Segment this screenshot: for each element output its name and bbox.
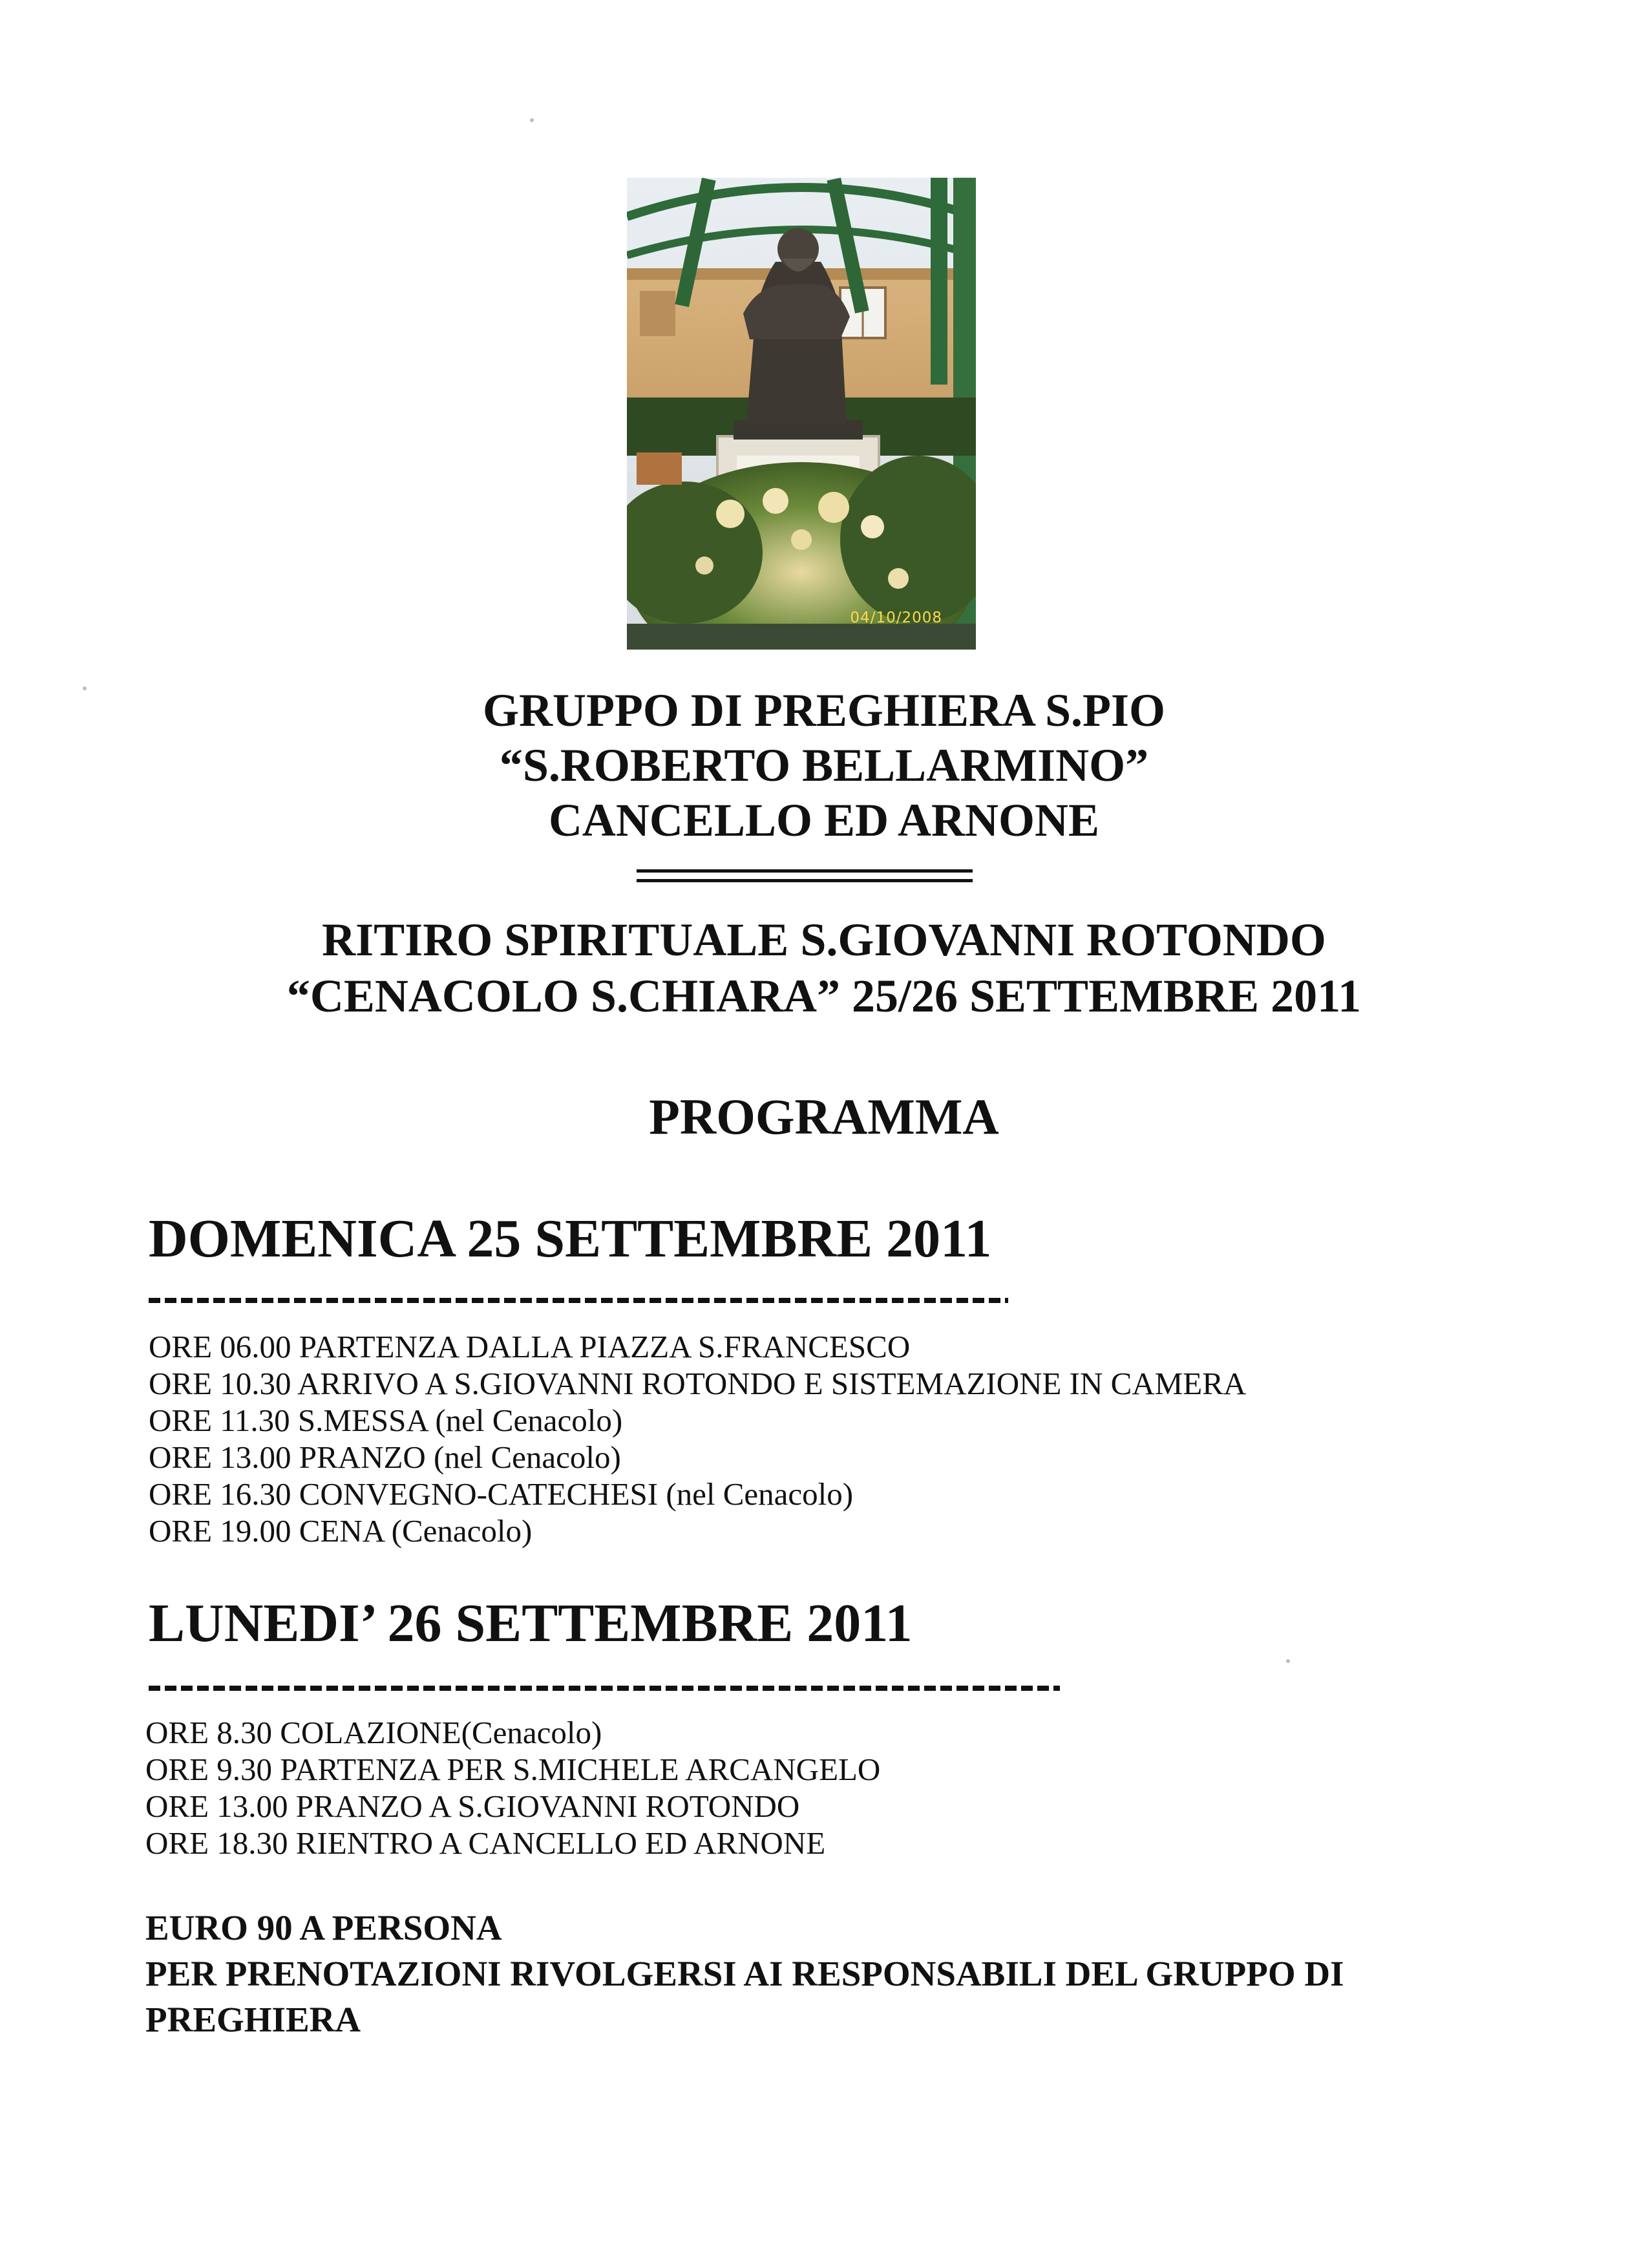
equals-separator <box>637 869 973 887</box>
group-subtitle: “S.ROBERTO BELLARMINO” <box>499 739 1149 791</box>
schedule-item: ORE 13.00 PRANZO A S.GIOVANNI ROTONDO <box>145 1788 800 1824</box>
schedule-lunedi <box>145 1714 880 1861</box>
scan-speck <box>530 118 534 122</box>
schedule-item: ORE 06.00 PARTENZA DALLA PIAZZA S.FRANCESCO <box>149 1329 911 1364</box>
booking-line: PER PRENOTAZIONI RIVOLGERSI AI RESPONSABILI DEL GRUPPO DI <box>145 1954 1344 1993</box>
day-heading-lunedi: LUNEDI’ 26 SETTEMBRE 2011 <box>149 1593 913 1653</box>
price-line: EURO 90 A PERSONA <box>145 1908 502 1947</box>
statue-photo <box>627 178 976 650</box>
schedule-item: ORE 10.30 ARRIVO A S.GIOVANNI ROTONDO E SISTEMAZIONE IN CAMERA <box>149 1366 1247 1401</box>
schedule-item: ORE 13.00 PRANZO (nel Cenacolo) <box>149 1439 621 1475</box>
retreat-title: RITIRO SPIRITUALE S.GIOVANNI ROTONDO <box>322 914 1326 966</box>
retreat-venue-dates: “CENACOLO S.CHIARA” 25/26 SETTEMBRE 2011 <box>286 970 1362 1022</box>
group-location: CANCELLO ED ARNONE <box>548 794 1100 846</box>
dashed-separator <box>149 1298 1008 1303</box>
day-heading-domenica: DOMENICA 25 SETTEMBRE 2011 <box>149 1209 992 1269</box>
scan-speck <box>1286 1659 1290 1663</box>
schedule-item: ORE 9.30 PARTENZA PER S.MICHELE ARCANGELO <box>145 1752 881 1787</box>
dashed-separator <box>149 1686 1060 1691</box>
schedule-item: ORE 8.30 COLAZIONE(Cenacolo) <box>145 1715 602 1750</box>
schedule-item: ORE 11.30 S.MESSA (nel Cenacolo) <box>149 1403 623 1438</box>
schedule-item: ORE 18.30 RIENTRO A CANCELLO ED ARNONE <box>145 1825 826 1861</box>
schedule-domenica <box>149 1328 1246 1549</box>
schedule-item: ORE 16.30 CONVEGNO-CATECHESI (nel Cenacolo) <box>149 1476 854 1512</box>
statue-photo-drawing <box>627 178 976 650</box>
photo-date-stamp: 04/10/2008 <box>850 609 942 626</box>
schedule-item: ORE 19.00 CENA (Cenacolo) <box>149 1513 533 1549</box>
programma-heading: PROGRAMMA <box>649 1088 999 1145</box>
footer-info <box>145 1905 1344 2042</box>
booking-line-continued: PREGHIERA <box>145 2000 361 2039</box>
group-name: GRUPPO DI PREGHIERA S.PIO <box>482 684 1166 736</box>
scan-speck <box>83 686 87 690</box>
